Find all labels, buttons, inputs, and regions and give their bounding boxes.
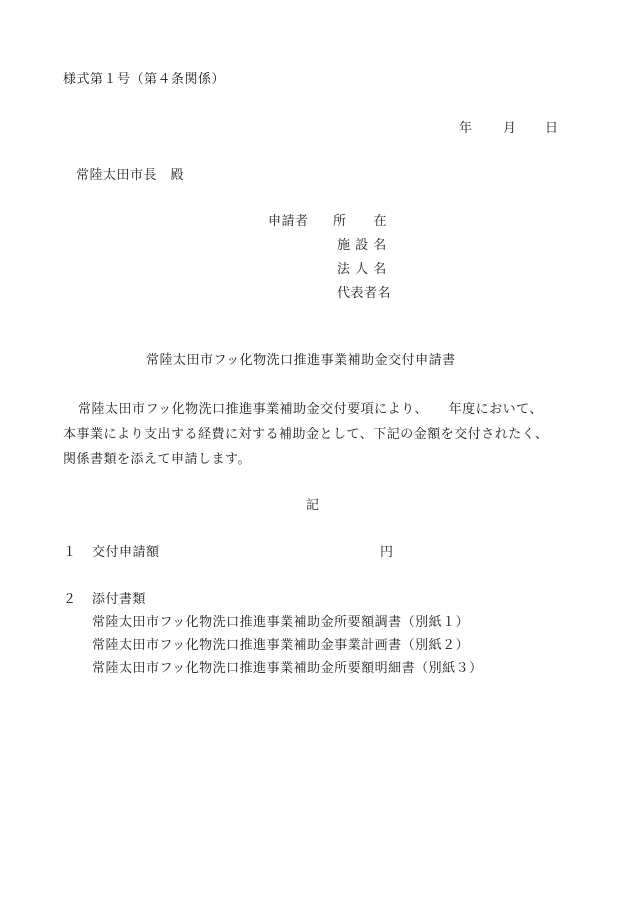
date-month-label: 月 <box>503 121 517 136</box>
corporation-name-label: 法 人 名 <box>337 262 387 277</box>
attachment-1: 常陸太田市フッ化物洗口推進事業補助金所要額調書（別紙１） <box>92 615 470 630</box>
item2-number: ２ <box>63 592 77 607</box>
facility-name-label: 施 設 名 <box>337 238 387 253</box>
date-day-label: 日 <box>545 121 559 136</box>
body-line-2: 本事業により支出する経費に対する補助金として、下記の金額を交付されたく、 <box>63 427 549 442</box>
applicant-heading: 申請者 <box>268 214 309 229</box>
representative-name-label: 代表者名 <box>337 286 392 301</box>
item1-unit: 円 <box>380 545 394 560</box>
address-label: 所 在 <box>333 214 388 229</box>
body-line-1: 常陸太田市フッ化物洗口推進事業補助金交付要項により、 年度において、 <box>78 402 543 417</box>
form-number: 様式第１号（第４条関係） <box>63 72 226 87</box>
attachment-2: 常陸太田市フッ化物洗口推進事業補助金事業計画書（別紙２） <box>92 638 470 653</box>
attachment-3: 常陸太田市フッ化物洗口推進事業補助金所要額明細書（別紙３） <box>92 661 483 676</box>
item1-number: １ <box>63 545 77 560</box>
addressee: 常陸太田市長 殿 <box>76 168 185 183</box>
item2-label: 添付書類 <box>92 592 147 607</box>
item1-label: 交付申請額 <box>92 545 160 560</box>
ki-heading: 記 <box>306 498 320 513</box>
body-line-3: 関係書類を添えて申請します。 <box>63 452 251 467</box>
document-title: 常陸太田市フッ化物洗口推進事業補助金交付申請書 <box>146 353 456 368</box>
date-year-label: 年 <box>459 121 473 136</box>
